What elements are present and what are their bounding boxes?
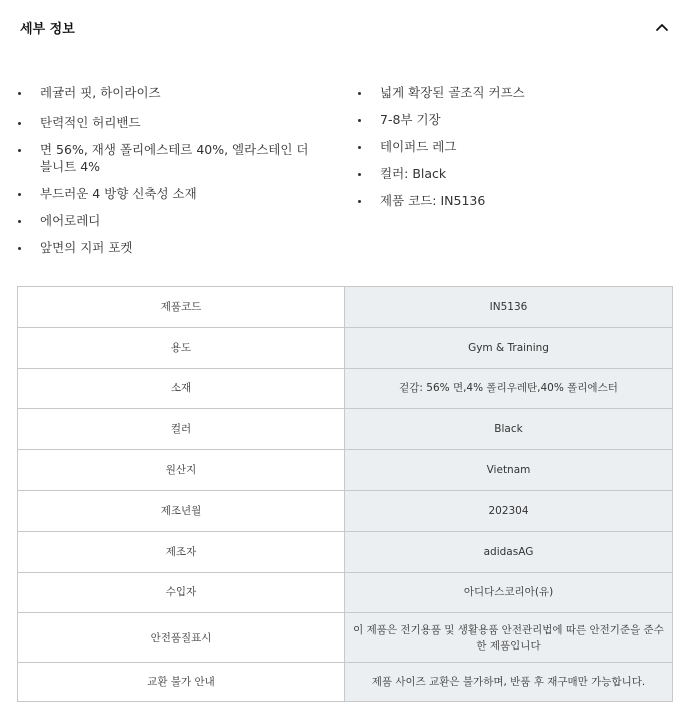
bullet-icon [18,149,21,152]
spec-value: Vietnam [345,450,673,491]
details-list-left [16,84,316,266]
spec-label: 제품코드 [18,287,345,328]
table-row [18,613,673,663]
spec-value: 제품 사이즈 교환은 불가하며, 반품 후 재구매만 가능합니다. [345,663,673,702]
table-row [18,368,673,409]
bullet-icon [18,220,21,223]
list-item [16,84,316,101]
table-row [18,409,673,450]
bullet-icon [358,119,361,122]
bullet-icon [358,200,361,203]
list-item-text: 제품 코드: IN5136 [380,193,486,208]
list-item-text: 탄력적인 허리밴드 [40,115,141,130]
section-title: 세부 정보 [20,22,75,37]
list-item [356,111,676,128]
details-accordion-header[interactable] [0,0,691,54]
chevron-up-icon[interactable] [654,19,670,35]
table-row [18,490,673,531]
list-item-text: 레귤러 핏, 하이라이즈 [40,85,161,100]
list-item [16,114,316,131]
list-item [16,212,316,229]
spec-label: 제조자 [18,531,345,572]
list-item-text: 7-8부 기장 [380,112,441,127]
table-row [18,327,673,368]
spec-label: 원산지 [18,450,345,491]
spec-label: 소재 [18,368,345,409]
spec-value: 겉감: 56% 면,4% 폴리우레탄,40% 폴리에스터 [345,368,673,409]
bullet-icon [18,193,21,196]
spec-label: 용도 [18,327,345,368]
bullet-icon [358,92,361,95]
list-item [356,138,676,155]
list-item [16,239,316,256]
list-item-text: 테이퍼드 레그 [380,139,457,154]
product-spec-table [17,286,673,702]
list-item [16,185,316,202]
list-item [16,141,316,175]
spec-label: 컬러 [18,409,345,450]
spec-label: 제조년월 [18,490,345,531]
table-row [18,531,673,572]
bullet-icon [18,247,21,250]
list-item-text: 넓게 확장된 골조직 커프스 [380,85,525,100]
spec-value: 202304 [345,490,673,531]
table-row [18,450,673,491]
list-item [356,165,676,182]
table-row [18,572,673,613]
spec-value: IN5136 [345,287,673,328]
details-list-right [356,84,676,219]
spec-label: 수입자 [18,572,345,613]
list-item-text: 컬러: Black [380,166,447,181]
list-item-text: 앞면의 지퍼 포켓 [40,240,133,255]
list-item [356,192,676,209]
list-item [356,84,676,101]
table-row [18,663,673,702]
bullet-icon [18,92,21,95]
bullet-icon [18,122,21,125]
spec-value: 이 제품은 전기용품 및 생활용품 안전관리법에 따른 안전기준을 준수한 제품입니다 [345,613,673,663]
spec-value: Gym & Training [345,327,673,368]
list-item-text: 면 56%, 재생 폴리에스테르 40%, 엘라스테인 더블니트 4% [40,142,309,174]
spec-value: 아디다스코리아(유) [345,572,673,613]
bullet-icon [358,146,361,149]
spec-label: 교환 불가 안내 [18,663,345,702]
list-item-text: 에어로레디 [40,213,101,228]
table-row [18,287,673,328]
spec-value: adidasAG [345,531,673,572]
spec-label: 안전품질표시 [18,613,345,663]
spec-value: Black [345,409,673,450]
bullet-icon [358,173,361,176]
list-item-text: 부드러운 4 방향 신축성 소재 [40,186,197,201]
